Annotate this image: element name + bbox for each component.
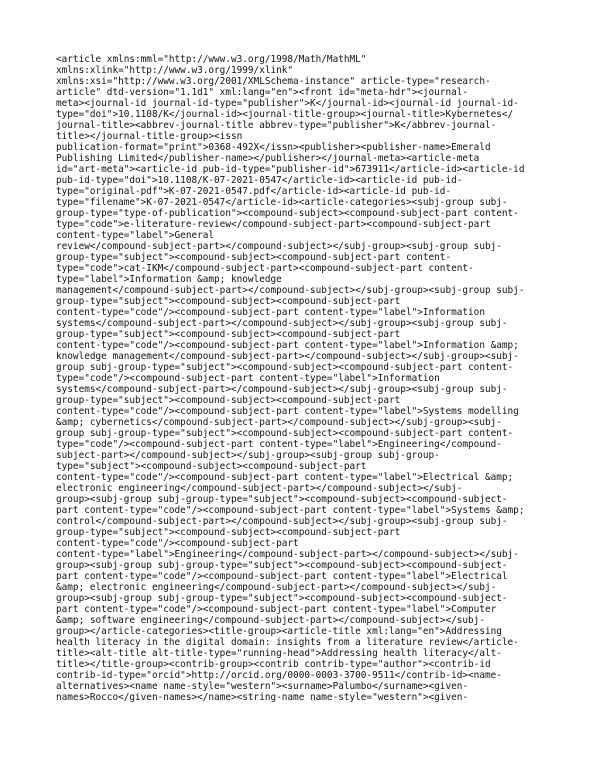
xml-line: title><alt-title alt-title-type="running-head">Addressing health literacy</alt- <box>56 648 502 659</box>
xml-line: group subj-group-type="subject"><compound-subject><compound-subject-part content- <box>56 362 514 373</box>
xml-line: systems</compound-subject-part></compound-subject></subj-group><subj-group subj- <box>56 384 508 395</box>
xml-line: content-type="label">Engineering</compound-subject-part></compound-subject></subj- <box>56 549 519 560</box>
xml-line: part content-type="code"/><compound-subject-part content-type="label">Electrical <box>56 571 508 582</box>
xml-line: management</compound-subject-part></compound-subject></subj-group><subj-group subj- <box>56 285 525 296</box>
xml-line: part content-type="code"/><compound-subject-part content-type="label">Computer <box>56 604 497 615</box>
xml-line: systems</compound-subject-part></compound-subject></subj-group><subj-group subj- <box>56 318 508 329</box>
xml-line: group-type="subject"><compound-subject><compound-subject-part <box>56 329 401 340</box>
xml-line: title></journal-title-group><issn <box>56 131 243 142</box>
xml-line: group></article-categories><title-group><article-title xml:lang="en">Addressing <box>56 626 502 637</box>
xml-line: content-type="code"/><compound-subject-part <box>56 538 299 549</box>
xml-line: article" dtd-version="1.1d1" xml:lang="en"><front id="meta-hdr"><journal- <box>56 87 469 98</box>
xml-line: type="code"/><compound-subject-part content-type="label">Engineering</compound- <box>56 439 502 450</box>
xml-line: group-type="type-of-publication"><compound-subject><compound-subject-part content- <box>56 208 519 219</box>
xml-line: content-type="label">General <box>56 230 215 241</box>
xml-line: knowledge management</compound-subject-part></compound-subject></subj-group><subj- <box>56 351 519 362</box>
xml-line: content-type="code"/><compound-subject-part content-type="label">Systems modelling <box>56 406 519 417</box>
xml-line: journal-title><abbrev-journal-title abbrev-type="publisher">K</abbrev-journal- <box>56 120 497 131</box>
xml-line: type="label">Information &amp; knowledge <box>56 274 282 285</box>
xml-line: review</compound-subject-part></compound-subject></subj-group><subj-group subj- <box>56 241 502 252</box>
xml-line: &amp; cybernetics</compound-subject-part></compound-subject></subj-group><subj- <box>56 417 502 428</box>
xml-line: group-type="subject"><compound-subject><compound-subject-part content- <box>56 252 452 263</box>
xml-line: group-type="subject"><compound-subject><compound-subject-part <box>56 527 401 538</box>
xml-line: type="subject"><compound-subject><compound-subject-part <box>56 461 367 472</box>
xml-line: type="code">e-literature-review</compound-subject-part><compound-subject-part <box>56 219 491 230</box>
xml-line: subject-part></compound-subject></subj-group><subj-group subj-group- <box>56 450 440 461</box>
xml-line: alternatives><name name-style="western"><surname>Palumbo</surname><given- <box>56 681 469 692</box>
xml-line: publication-format="print">0368-492X</issn><publisher><publisher-name>Emerald <box>56 142 491 153</box>
xml-line: type="filename">K-07-2021-0547</article-id><article-categories><subj-group subj- <box>56 197 508 208</box>
xml-line: content-type="code"/><compound-subject-part content-type="label">Information &amp; <box>56 340 519 351</box>
xml-line: type="original-pdf">K-07-2021-0547.pdf</article-id><article-id pub-id- <box>56 186 452 197</box>
xml-line: names>Rocco</given-names></name><string-name name-style="western"><given- <box>56 692 469 703</box>
xml-line: group><subj-group subj-group-type="subject"><compound-subject><compound-subject- <box>56 494 508 505</box>
xml-line: group subj-group-type="subject"><compound-subject><compound-subject-part content- <box>56 428 514 439</box>
xml-line: health literacy in the digital domain: insights from a literature review</article- <box>56 637 519 648</box>
xml-line: content-type="code"/><compound-subject-part content-type="label">Information <box>56 307 485 318</box>
xml-line: part content-type="code"/><compound-subject-part content-type="label">Systems &amp; <box>56 505 525 516</box>
xml-line: group><subj-group subj-group-type="subject"><compound-subject><compound-subject- <box>56 593 508 604</box>
xml-line: xmlns:xsi="http://www.w3.org/2001/XMLSchema-instance" article-type="research- <box>56 76 491 87</box>
xml-line: Publishing Limited</publisher-name></publisher></journal-meta><article-meta <box>56 153 480 164</box>
xml-line: content-type="code"/><compound-subject-part content-type="label">Electrical &amp; <box>56 472 514 483</box>
xml-line: control</compound-subject-part></compound-subject></subj-group><subj-group subj- <box>56 516 508 527</box>
xml-source-text <box>56 54 576 703</box>
xml-line: meta><journal-id journal-id-type="publisher">K</journal-id><journal-id journal-id- <box>56 98 519 109</box>
xml-line: type="doi">10.1108/K</journal-id><journal-title-group><journal-title>Kybernetes</ <box>56 109 514 120</box>
xml-line: xmlns:xlink="http://www.w3.org/1999/xlink" <box>56 65 294 76</box>
xml-line: group><subj-group subj-group-type="subject"><compound-subject><compound-subject- <box>56 560 508 571</box>
xml-line: electronic engineering</compound-subject-part></compound-subject></subj- <box>56 483 463 494</box>
xml-line: id="art-meta"><article-id pub-id-type="publisher-id">673911</article-id><article-id <box>56 164 525 175</box>
xml-line: &amp; electronic engineering</compound-subject-part></compound-subject></subj- <box>56 582 497 593</box>
xml-line: title></title-group><contrib-group><contrib contrib-type="author"><contrib-id <box>56 659 491 670</box>
xml-line: group-type="subject"><compound-subject><compound-subject-part <box>56 296 401 307</box>
xml-line: type="code"/><compound-subject-part content-type="label">Information <box>56 373 440 384</box>
xml-line: pub-id-type="doi">10.1108/K-07-2021-0547</article-id><article-id pub-id- <box>56 175 463 186</box>
xml-line: group-type="subject"><compound-subject><compound-subject-part <box>56 395 401 406</box>
xml-line: contrib-id-type="orcid">http://orcid.org/0000-0003-3700-9511</contrib-id><name- <box>56 670 502 681</box>
xml-line: <article xmlns:mml="http://www.w3.org/1998/Math/MathML" <box>56 54 367 65</box>
xml-line: type="code">cat-IKM</compound-subject-part><compound-subject-part content- <box>56 263 474 274</box>
xml-line: &amp; software engineering</compound-subject-part></compound-subject></subj- <box>56 615 485 626</box>
